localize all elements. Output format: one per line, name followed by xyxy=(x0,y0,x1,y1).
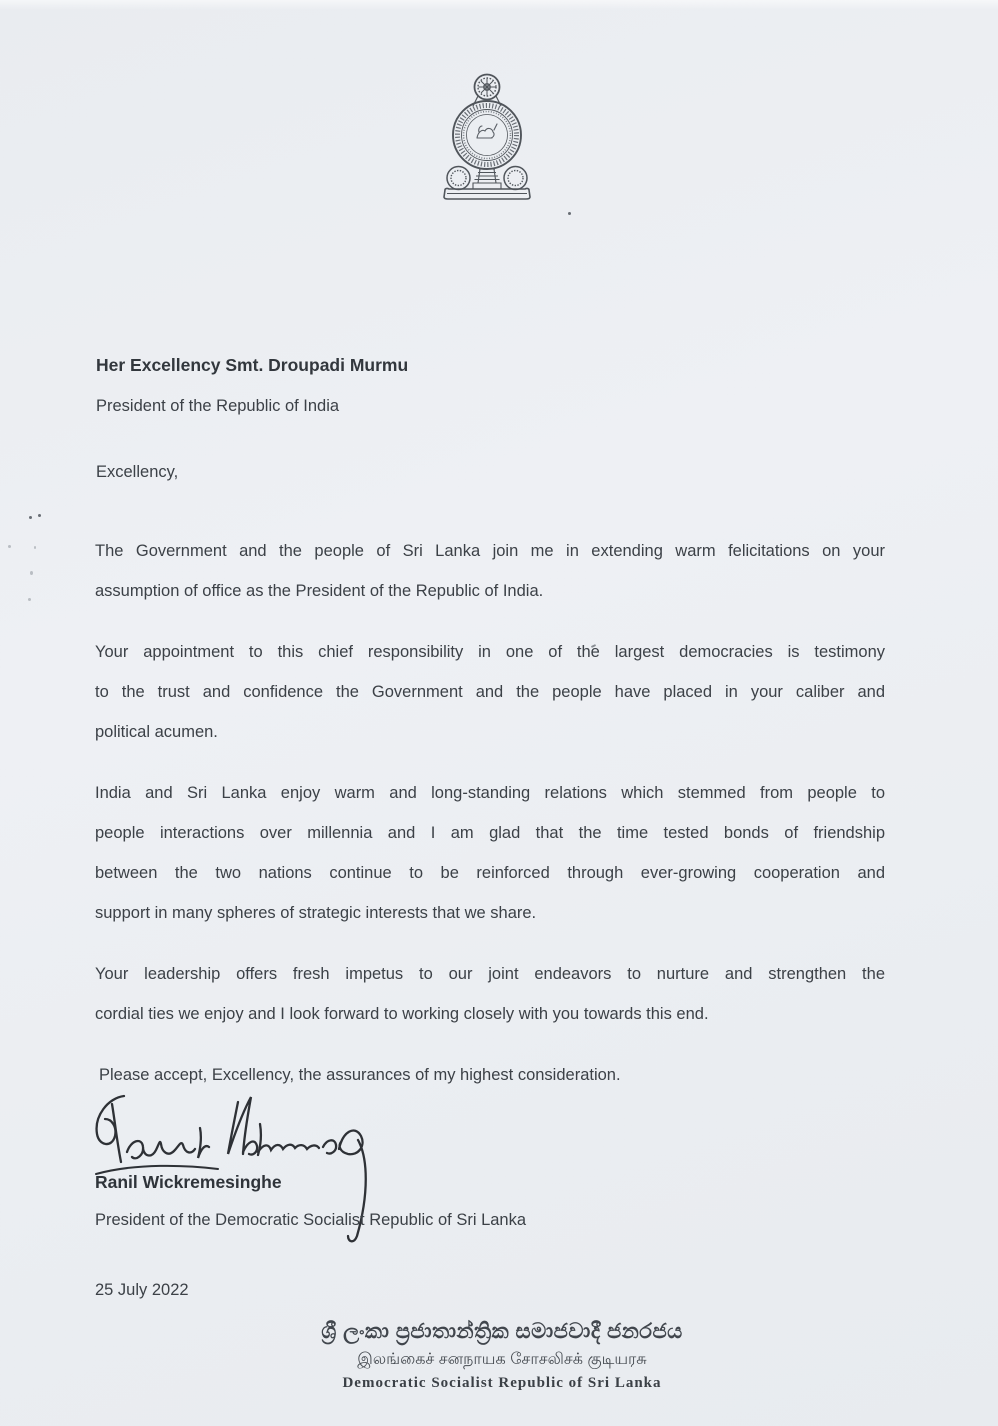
body-line: to the trust and confidence the Government and the people have placed in your caliber and xyxy=(95,683,885,701)
body-line: Your leadership offers fresh impetus to our joint endeavors to nurture and strengthen the xyxy=(95,965,885,983)
recipient-title: President of the Republic of India xyxy=(96,397,340,415)
scan-artifact xyxy=(30,571,33,575)
recipient-name: Her Excellency Smt. Droupadi Murmu xyxy=(96,355,409,375)
sri-lanka-emblem-icon xyxy=(437,68,537,208)
signer-title: President of the Democratic Socialist Republic of Sri Lanka xyxy=(95,1211,527,1229)
letter-body xyxy=(95,531,885,1116)
body-line: assumption of office as the President of the Republic of India. xyxy=(95,582,544,600)
handwritten-signature xyxy=(86,1086,398,1256)
scan-artifact xyxy=(568,212,571,215)
body-line: between the two nations continue to be reinforced through ever-growing cooperation and xyxy=(95,864,885,882)
footer-tamil-text: இலங்கைச் சனநாயக சோசலிசக் குடியரசு xyxy=(357,1351,647,1368)
scan-edge-sheen xyxy=(0,0,998,10)
scan-artifact xyxy=(8,545,11,548)
body-line: The Government and the people of Sri Lanka join me in extending warm felicitations on your xyxy=(95,542,885,560)
footer-sinhala-text: ශ්‍රී ලංකා ප්‍රජාතාන්ත්‍රික සමාජවාදී ජනරජය xyxy=(321,1320,683,1343)
scan-artifact xyxy=(38,514,41,517)
recipient-block xyxy=(96,345,408,427)
body-line: people interactions over millennia and I am glad that the time tested bonds of friendship xyxy=(95,824,885,842)
date: 25 July 2022 xyxy=(95,1281,189,1299)
body-line: Your appointment to this chief responsibility in one of the largest democracies is testimony xyxy=(95,643,885,661)
body-line: political acumen. xyxy=(95,723,218,741)
signer-name: Ranil Wickremesinghe xyxy=(95,1172,282,1192)
footer-block xyxy=(3,1316,998,1395)
paragraph xyxy=(95,954,885,1034)
scan-artifact xyxy=(28,598,31,601)
paragraph xyxy=(95,773,885,933)
paragraph xyxy=(95,531,885,611)
scan-artifact xyxy=(34,546,36,549)
body-line: support in many spheres of strategic interests that we share. xyxy=(95,904,537,922)
paragraph xyxy=(95,632,885,752)
body-line: India and Sri Lanka enjoy warm and long-standing relations which stemmed from people to xyxy=(95,784,885,802)
scan-artifact xyxy=(29,516,32,519)
footer-english-text: Democratic Socialist Republic of Sri Lanka xyxy=(342,1375,662,1391)
body-line: cordial ties we enjoy and I look forward to working closely with you towards this end. xyxy=(95,1005,709,1023)
salutation: Excellency, xyxy=(96,463,179,481)
body-line: Please accept, Excellency, the assurances of my highest consideration. xyxy=(99,1066,621,1084)
